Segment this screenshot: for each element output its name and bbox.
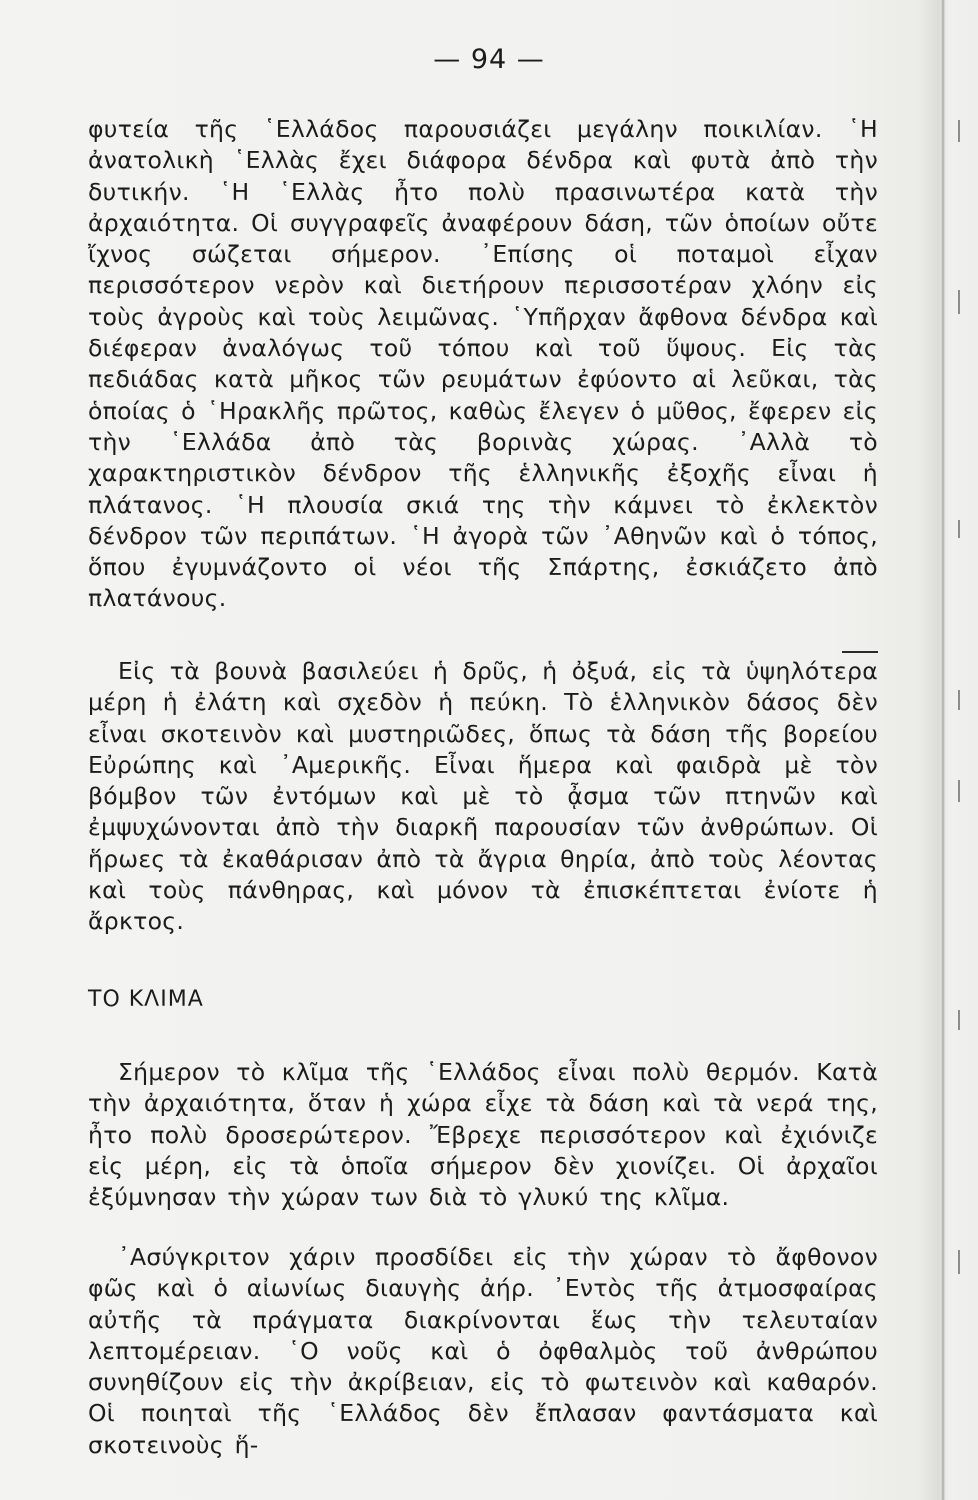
paragraph-text: φυτεία τῆς ῾Ελλάδος παρουσιάζει μεγάλην ποικιλίαν. ῾Η ἀνατολικὴ ῾Ελλὰς ἔχει διάφορα δένδρα καὶ φυτὰ ἀπὸ τὴν δυτικήν. ῾Η ῾Ελλὰς ἦτο πολὺ πρασινωτέρα κατὰ τὴν ἀρχαιότητα. Οἱ συγγραφεῖς ἀναφέρουν δάση, τῶν ὁποίων οὔτε ἴχνος σώζεται σήμερον. ᾿Επίσης οἱ ποταμοὶ εἶχαν περισσότερον νερὸν καὶ διετήρουν περισσοτέραν χλόην εἰς τοὺς ἀγροὺς καὶ τοὺς λειμῶνας. ῾Υπῆρχαν ἄφθονα δένδρα καὶ διέφεραν ἀναλόγως τοῦ τόπου καὶ τοῦ ὕψους. Εἰς τὰς πεδιάδας κατὰ μῆκος τῶν ρευμάτων ἐφύοντο αἱ λεῦκαι, τὰς ὁποίας ὁ ῾Ηρακλῆς πρῶτος, καθὼς ἔλεγεν ὁ μῦθος, ἔφερεν εἰς τὴν ῾Ελλάδα ἀπὸ τὰς βορινὰς χώρας. ᾿Αλλὰ τὸ χαρακτηριστικὸν δένδρον τῆς ἑλληνικῆς ἐξοχῆς εἶναι ἡ πλάτανος. ῾Η πλουσία σκιά της τὴν κάμνει τὸ ἐκλεκτὸν δένδρον τῶν περιπάτων. ῾Η ἀγορὰ τῶν ᾿Αθηνῶν καὶ ὁ τόπος, ὅπου ἐγυμνάζοντο οἱ νέοι τῆς Σπάρτης, ἐσκιάζετο ἀπὸ πλατάνους. [88, 115, 878, 613]
paragraph-mountains [88, 656, 878, 938]
paragraph-text: Σήμερον τὸ κλῖμα τῆς ῾Ελλάδος εἶναι πολὺ θερμόν. Κατὰ τὴν ἀρχαιότητα, ὅταν ἡ χώρα εἶχε τὰ δάση καὶ τὰ νερά της, ἦτο πολὺ δροσερώτερον. Ἔβρεχε περισσότερον καὶ ἐχιόνιζε εἰς μέρη, εἰς τὰ ὁποῖα σήμερον δὲν χιονίζει. Οἱ ἀρχαῖοι ἐξύμνησαν τὴν χώραν των διὰ τὸ γλυκύ της κλῖμα. [88, 1058, 878, 1212]
section-rule [842, 651, 878, 653]
paragraph-vegetation [88, 114, 878, 615]
page-gutter-shadow [941, 0, 945, 1500]
section-heading-climate: ΤΟ ΚΛΙΜΑ [88, 987, 204, 1012]
paragraph-climate [88, 1057, 878, 1213]
paragraph-text: Εἰς τὰ βουνὰ βασιλεύει ἡ δρῦς, ἡ ὀξυά, εἰς τὰ ὑψηλότερα μέρη ἡ ἐλάτη καὶ σχεδὸν ἡ πεύκη. Τὸ ἑλληνικὸν δάσος δὲν εἶναι σκοτεινὸν καὶ μυστηριῶδες, ὅπως τὰ δάση τῆς βορείου Εὐρώπης καὶ ᾿Αμερικῆς. Εἶναι ἥμερα καὶ φαιδρὰ μὲ τὸν βόμβον τῶν ἐντόμων καὶ μὲ τὸ ᾆσμα τῶν πτηνῶν καὶ ἐμψυχώνονται ἀπὸ τὴν διαρκῆ παρουσίαν τῶν ἀνθρώπων. Οἱ ἥρωες τὰ ἐκαθάρισαν ἀπὸ τὰ ἄγρια θηρία, ἀπὸ τοὺς λέοντας καὶ τοὺς πάνθηρας, καὶ μόνον τὰ ἐπισκέπτεται ἐνίοτε ἡ ἄρκτος. [88, 657, 878, 936]
page-number: — 94 — [433, 44, 545, 75]
facing-page-edge [954, 0, 978, 1500]
paragraph-text: ᾿Ασύγκριτον χάριν προσδίδει εἰς τὴν χώραν τὸ ἄφθονον φῶς καὶ ὁ αἰωνίως διαυγὴς ἀήρ. ᾿Εντὸς τῆς ἀτμοσφαίρας αὐτῆς τὰ πράγματα διακρίνονται ἕως τὴν τελευταίαν λεπτομέρειαν. ῾Ο νοῦς καὶ ὁ ὀφθαλμὸς τοῦ ἀνθρώπου συνηθίζουν εἰς τὴν ἀκρίβειαν, εἰς τὸ φωτεινὸν καὶ καθαρόν. Οἱ ποιηταὶ τῆς ῾Ελλάδος δὲν ἔπλασαν φαντάσματα καὶ σκοτεινοὺς ἥ- [88, 1243, 878, 1459]
paragraph-light [88, 1242, 878, 1461]
